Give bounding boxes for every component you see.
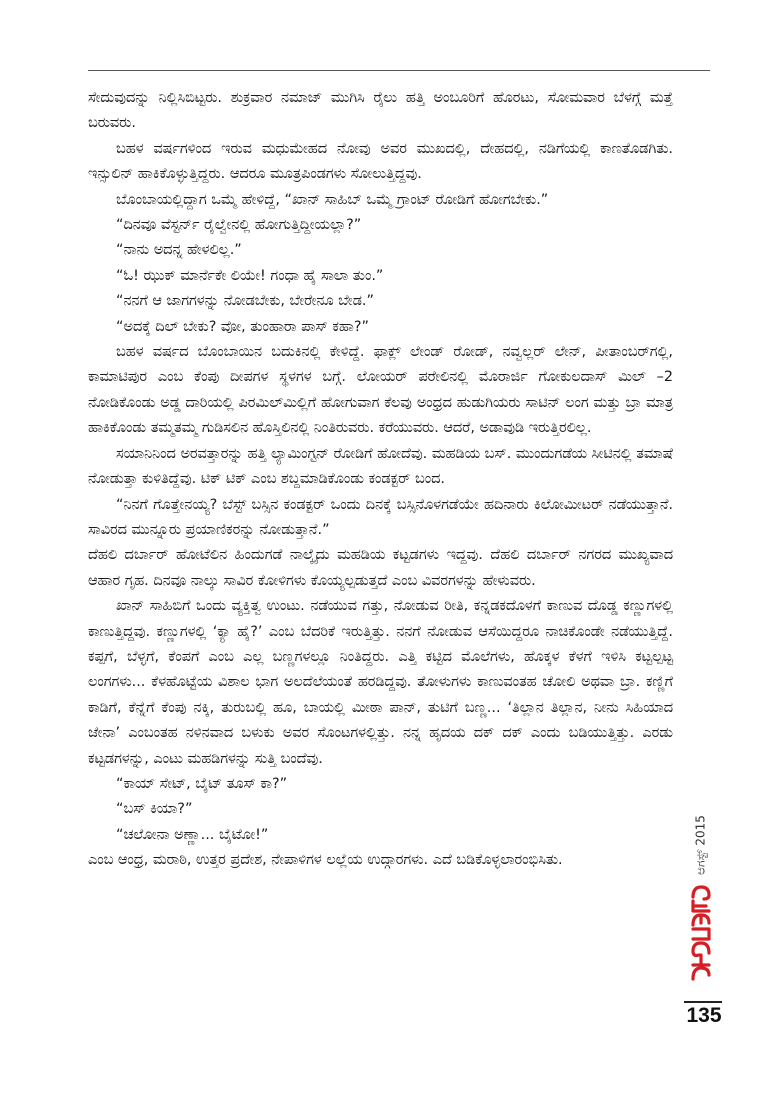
paragraph: ಸೇದುವುದನ್ನು ನಿಲ್ಲಿಸಿಬಿಟ್ಟರು. ಶುಕ್ರವಾರ ನಮಾಜ್ ಮುಗಿಸಿ ರೈಲು ಹತ್ತಿ ಅಂಬೂರಿಗೆ ಹೊರಟು, ಸೋಮವಾರ ಬೆಳಗ್ಗೆ ಮತ್ತೆ ಬರುವರು.: [88, 90, 673, 132]
dialogue-line: “ಚಲೋನಾ ಅಣ್ಣಾ... ಬೈಟೋ!”: [116, 826, 269, 843]
dialogue-line: “ಅದಕ್ಕೆ ದಿಲ್ ಬೇಕು? ವೋ, ತುಂಹಾರಾ ಪಾಸ್ ಕಹಾ?”: [116, 318, 369, 335]
header-rule: [88, 70, 710, 71]
page-number: 135: [686, 1004, 722, 1027]
paragraph: ಬೊಂಬಾಯಲ್ಲಿದ್ದಾಗ ಒಮ್ಮೆ ಹೇಳಿದ್ದೆ, “ಖಾನ್ ಸಾಹಿಬ್ ಒಮ್ಮೆ ಗ್ರಾಂಟ್ ರೋಡಿಗೆ ಹೋಗಬೇಕು.”: [116, 191, 549, 208]
dialogue-line: “ನನಗೆ ಆ ಜಾಗಗಳನ್ನು ನೋಡಬೇಕು, ಬೇರೇನೂ ಬೇಡ.”: [116, 293, 374, 310]
paragraph: ದೆಹಲಿ ದರ್ಬಾರ್ ಹೋಟೆಲಿನ ಹಿಂದುಗಡೆ ನಾಲ್ಕೈದು ಮಹಡಿಯ ಕಟ್ಟಡಗಳು ಇದ್ದವು. ದೆಹಲಿ ದರ್ಬಾರ್ ನಗರದ ಮುಖ್ಯವಾದ ಆಹಾರ ಗೃಹ. ದಿನವೂ ನಾಲ್ಕು ಸಾವಿರ ಕೋಳಿಗಳು ಕೊಯ್ಯಲ್ಪಡುತ್ತದೆ ಎಂಬ ವಿವರಗಳನ್ನು ಹೇಳುವರು.: [88, 547, 673, 589]
paragraph: ಸಯಾನಿನಿಂದ ಅರವತ್ತಾರನ್ನು ಹತ್ತಿ ಲ್ಯಾಮಿಂಗ್ಟನ್ ರೋಡಿಗೆ ಹೋದೆವು. ಮಹಡಿಯ ಬಸ್. ಮುಂದುಗಡೆಯ ಸೀಟಿನಲ್ಲಿ ತಮಾಷೆ ನೋಡುತ್ತಾ ಕುಳಿತಿದ್ದೆವು. ಟಿಕ್ ಟಿಕ್ ಎಂಬ ಶಬ್ದಮಾಡಿಕೊಂಡು ಕಂಡಕ್ಟರ್ ಬಂದ.: [88, 445, 673, 488]
paragraph: ಎಂಬ ಆಂಧ್ರ, ಮರಾಠಿ, ಉತ್ತರ ಪ್ರದೇಶ, ನೇಪಾಳಿಗಳ ಲಲ್ಲೆಯ ಉದ್ಗಾರಗಳು. ಎದೆ ಬಡಿಕೊಳ್ಳಲಾರಂಭಿಸಿತು.: [88, 852, 563, 869]
paragraph: ಬಹಳ ವರ್ಷಗಳಿಂದ ಇರುವ ಮಧುಮೇಹದ ನೋವು ಅವರ ಮುಖದಲ್ಲಿ, ದೇಹದಲ್ಲಿ, ನಡಿಗೆಯಲ್ಲಿ ಕಾಣತೊಡಗಿತು. ಇನ್ಸುಲಿನ್ ಹಾಕಿಕೊಳ್ಳುತ್ತಿದ್ದರು. ಆದರೂ ಮೂತ್ರಪಿಂಡಗಳು ಸೋಲುತ್ತಿದ್ದವು.: [88, 140, 673, 183]
article-body: [88, 86, 673, 874]
dialogue-line: “ಕಾಯ್ ಸೇಟ್, ಬೈಟ್ ತೂಸ್ ಕಾ?”: [116, 775, 288, 792]
issue-date: ಆಗಸ್ಟ್ 2015: [693, 815, 708, 875]
footer-rule: [684, 1001, 722, 1003]
paragraph: ಖಾನ್ ಸಾಹಿಬಿಗೆ ಒಂದು ವ್ಯಕ್ತಿತ್ವ ಉಂಟು. ನಡೆಯುವ ಗತ್ತು, ನೋಡುವ ರೀತಿ, ಕನ್ನಡಕದೊಳಗೆ ಕಾಣುವ ದೊಡ್ಡ ಕಣ್ಣುಗಳಲ್ಲಿ ಕಾಣುತ್ತಿದ್ದವು. ಕಣ್ಣುಗಳಲ್ಲಿ ‘ಕ್ಯಾ ಹೈ?’ ಎಂಬ ಬೆದರಿಕೆ ಇರುತ್ತಿತ್ತು. ನನಗೆ ನೋಡುವ ಆಸೆಯಿದ್ದರೂ ನಾಚಿಕೊಂಡೇ ನಡೆಯುತ್ತಿದ್ದೆ. ಕಪ್ಪಗೆ, ಬೆಳ್ಳಗೆ, ಕೆಂಪಗೆ ಎಂಬ ಎಲ್ಲ ಬಣ್ಣಗಳಲ್ಲೂ ನಿಂತಿದ್ದರು. ಎತ್ತಿ ಕಟ್ಟಿದ ಮೊಲೆಗಳು, ಹೊಕ್ಕಳ ಕೆಳಗೆ ಇಳಿಸಿ ಕಟ್ಟಲ್ಪಟ್ಟ ಲಂಗಗಳು... ಕೆಳಹೊಟ್ಟೆಯ ವಿಶಾಲ ಭಾಗ ಅಲದೆಲೆಯಂತೆ ಹರಡಿದ್ದವು. ತೋಳುಗಳು ಕಾಣುವಂತಹ ಚೋಲಿ ಅಥವಾ ಬ್ರಾ. ಕಣ್ಣಿಗೆ ಕಾಡಿಗೆ, ಕೆನ್ನೆಗೆ ಕೆಂಪು ನಕ್ಕಿ, ತುರುಬಲ್ಲಿ ಹೂ, ಬಾಯಲ್ಲಿ ಮೀಠಾ ಪಾನ್, ತುಟಿಗೆ ಬಣ್ಣ... ‘ತಿಲ್ಲಾನ ತಿಲ್ಲಾನ, ನೀನು ಸಿಹಿಯಾದ ಜೇನಾ’ ಎಂಬಂತಹ ನಳಿನವಾದ ಬಳುಕು ಅವರ ಸೊಂಟಗಳಲ್ಲಿತ್ತು. ನನ್ನ ಹೃದಯ ದಕ್ ದಕ್ ಎಂದು ಬಡಿಯುತ್ತಿತ್ತು. ಎರಡು ಕಟ್ಟಡಗಳನ್ನು, ಎಂಟು ಮಹಡಿಗಳನ್ನು ಸುತ್ತಿ ಬಂದೆವು.: [88, 598, 673, 767]
dialogue-line: “ಓ! ಝುಕ್ ಮಾರ್ನೆಕೇ ಲಿಯೇ! ಗಂಧಾ ಹೈ ಸಾಲಾ ತುಂ.”: [116, 267, 384, 284]
dialogue-line: “ದಿನವೂ ವೆಸ್ಟರ್ನ್ ರೈಲ್ವೇನಲ್ಲಿ ಹೋಗುತ್ತಿದ್ದೀಯಲ್ಲಾ?”: [116, 217, 362, 234]
dialogue-line: “ನಿನಗೆ ಗೊತ್ತೇನಯ್ಯ? ಬೆಸ್ಟ್ ಬಸ್ಸಿನ ಕಂಡಕ್ಟರ್ ಒಂದು ದಿನಕ್ಕೆ ಬಸ್ಸಿನೊಳಗಡೆಯೇ ಹದಿನಾರು ಕಿಲೋಮೀಟರ್ ನಡೆಯುತ್ತಾನೆ. ಸಾವಿರದ ಮುನ್ನೂರು ಪ್ರಯಾಣಿಕರನ್ನು ನೋಡುತ್ತಾನೆ.”: [88, 496, 673, 538]
mayura-logo-icon: [690, 883, 712, 983]
dialogue-line: “ನಾನು ಅದನ್ನ ಹೇಳಲಿಲ್ಲ.”: [116, 242, 242, 259]
paragraph: ಬಹಳ ವರ್ಷದ ಬೊಂಬಾಯಿನ ಬದುಕಿನಲ್ಲಿ ಕೇಳಿದ್ದೆ. ಫಾಕ್ಲ್ ಲೇಂಡ್ ರೋಡ್, ನವ್ವಲ್ಲರ್ ಲೇನ್, ಪೀತಾಂಬರ್‌ಗಲ್ಲಿ, ಕಾಮಾಟಿಪುರ ಎಂಬ ಕೆಂಪು ದೀಪಗಳ ಸ್ಥಳಗಳ ಬಗ್ಗೆ. ಲೋಯರ್ ಪರೇಲಿನಲ್ಲಿ ಮೊರಾರ್ಜಿ ಗೋಕುಲದಾಸ್ ಮಿಲ್ –2 ನೋಡಿಕೊಂಡು ಅಡ್ಡ ದಾರಿಯಲ್ಲಿ ಪಿರಮಿಲ್‌ಮಿಲ್ಲಿಗೆ ಹೋಗುವಾಗ ಕೆಲವು ಅಂಧ್ರದ ಹುಡುಗಿಯರು ಸಾಟಿನ್ ಲಂಗ ಮತ್ತು ಬ್ರಾ ಮಾತ್ರ ಹಾಕಿಕೊಂಡು ತಮ್ಮತಮ್ಮ ಗುಡಿಸಲಿನ ಹೊಸ್ತಿಲಿನಲ್ಲಿ ನಿಂತಿರುವರು. ಕರೆಯುವರು. ಆದರೆ, ಅಡಾವುಡಿ ಇರುತ್ತಿರಲಿಲ್ಲ.: [88, 344, 673, 437]
dialogue-line: “ಬಸ್ ಕಿಯಾ?”: [116, 801, 193, 818]
